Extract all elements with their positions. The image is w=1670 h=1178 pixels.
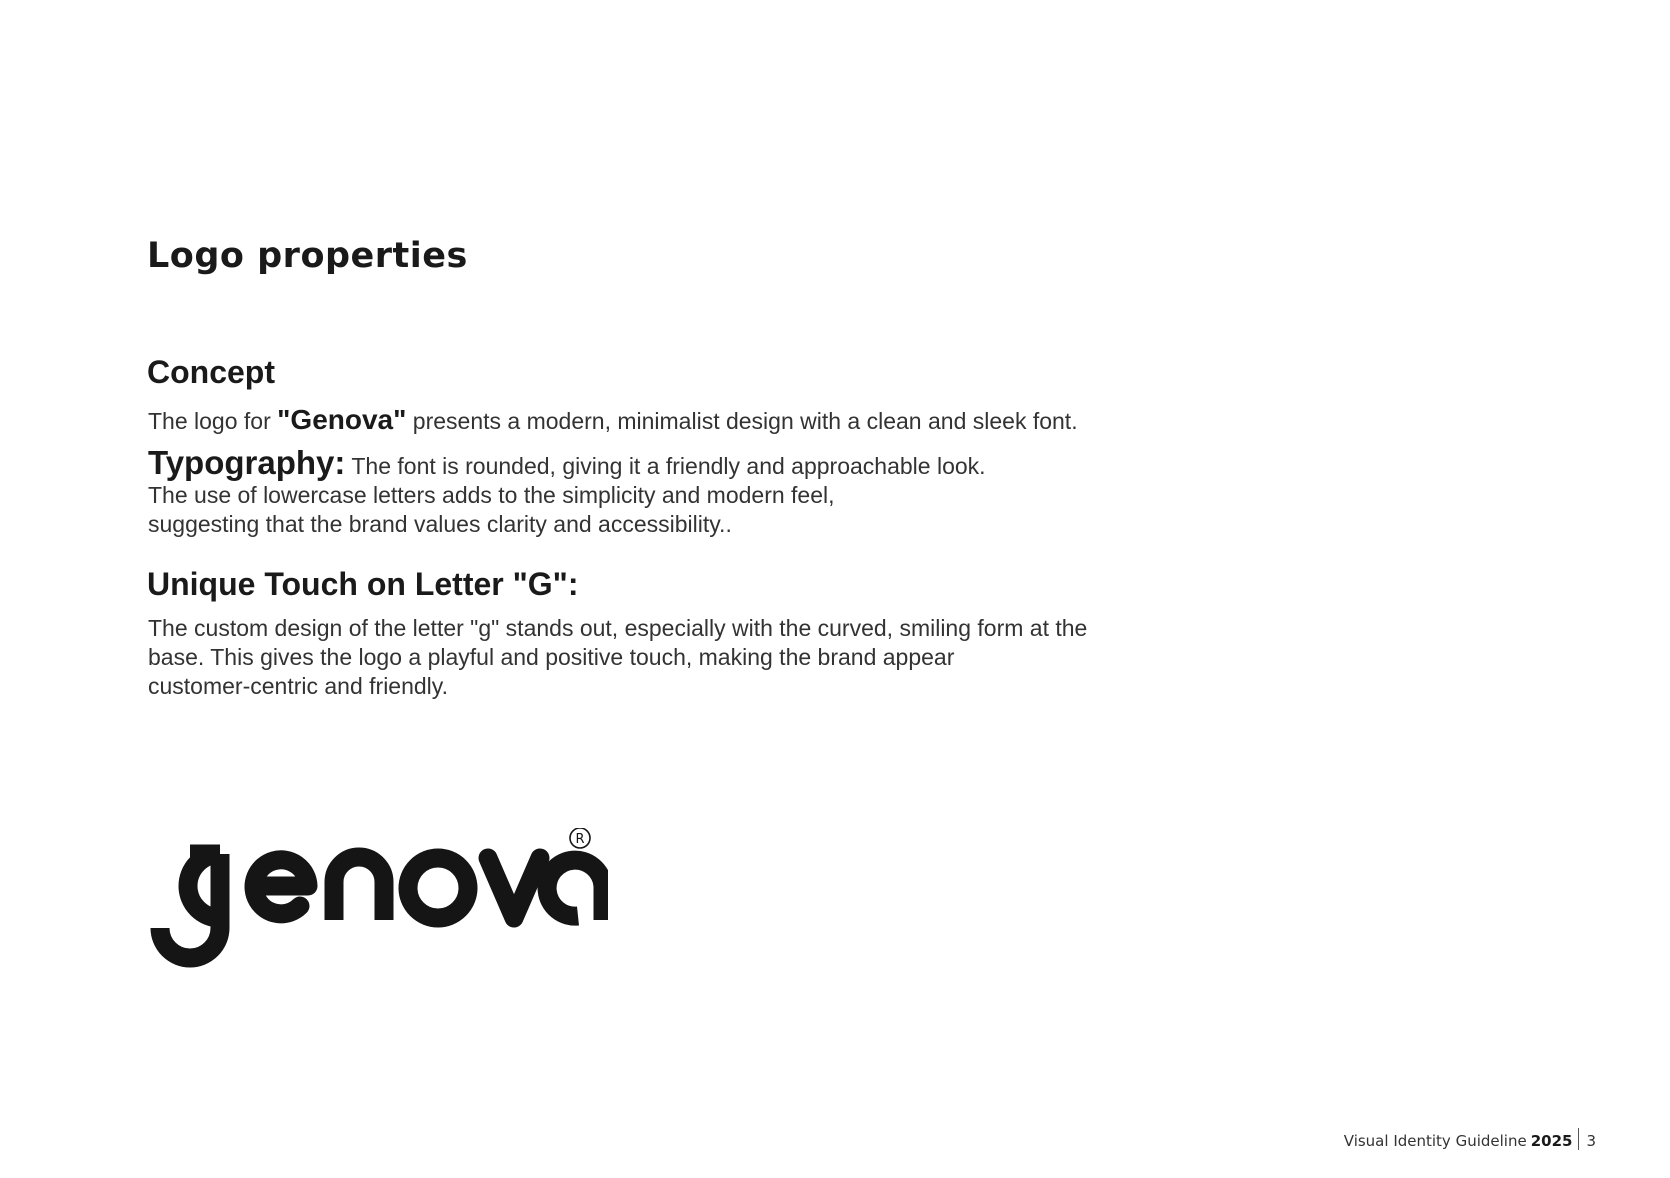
page-number: 3 — [1586, 1132, 1596, 1150]
footer-label: Visual Identity Guideline — [1343, 1132, 1527, 1150]
unique-touch-heading: Unique Touch on Letter "G": — [147, 566, 579, 602]
typography-line-3: suggesting that the brand values clarity and accessibility.. — [148, 511, 732, 537]
page-title: Logo properties — [147, 236, 468, 276]
typography-paragraph — [148, 444, 986, 539]
unique-touch-line-3: customer-centric and friendly. — [148, 673, 448, 699]
typography-line-2: The use of lowercase letters adds to the simplicity and modern feel, — [148, 482, 835, 508]
concept-paragraph — [148, 405, 1078, 436]
concept-text-before: The logo for — [148, 408, 278, 434]
footer-year: 2025 — [1530, 1132, 1573, 1150]
brand-name: "Genova" — [277, 404, 407, 435]
unique-touch-paragraph — [148, 614, 1087, 701]
genova-logo — [148, 828, 608, 968]
footer-divider — [1578, 1128, 1579, 1150]
unique-touch-line-1: The custom design of the letter "g" stands out, especially with the curved, smiling form at the — [148, 615, 1088, 641]
typography-line-1: The font is rounded, giving it a friendly and approachable look. — [345, 453, 986, 479]
concept-heading: Concept — [147, 354, 275, 390]
concept-text-after: presents a modern, minimalist design with a clean and sleek font. — [406, 408, 1078, 434]
typography-heading: Typography: — [148, 444, 346, 481]
registered-mark-icon — [570, 828, 590, 848]
unique-touch-line-2: base. This gives the logo a playful and positive touch, making the brand appear — [148, 644, 955, 670]
page-footer — [1344, 1128, 1596, 1154]
registered-mark-letter: R — [575, 832, 585, 847]
